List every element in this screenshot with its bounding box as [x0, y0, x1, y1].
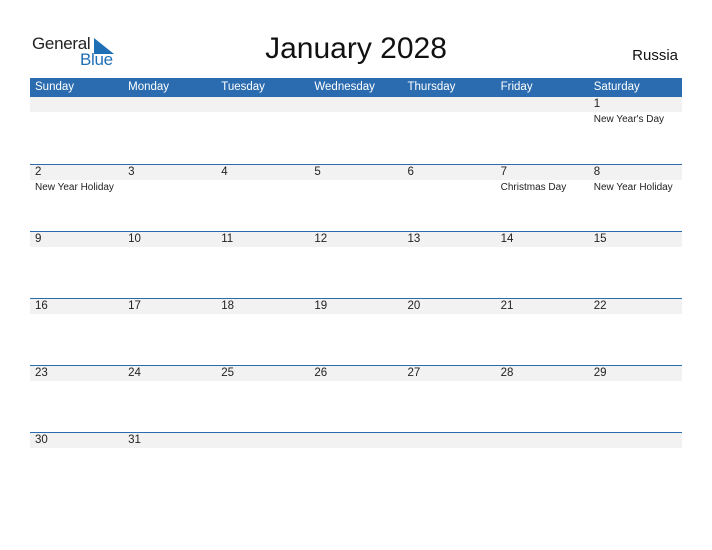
day-number: 17 [123, 299, 216, 314]
day-number: 25 [216, 366, 309, 381]
calendar-day-cell [123, 165, 216, 231]
calendar-week-row [30, 432, 682, 499]
day-number: 30 [30, 433, 123, 448]
holiday-label: New Year Holiday [35, 182, 114, 193]
calendar-day-cell [496, 165, 589, 231]
day-number [30, 97, 123, 112]
day-number [216, 433, 309, 448]
calendar-day-cell [216, 232, 309, 298]
day-number: 20 [403, 299, 496, 314]
day-number: 28 [496, 366, 589, 381]
day-number [309, 97, 402, 112]
day-number: 24 [123, 366, 216, 381]
calendar-day-cell [123, 366, 216, 432]
calendar-day-cell [30, 299, 123, 365]
calendar-day-cell [589, 433, 682, 499]
day-number: 5 [309, 165, 402, 180]
calendar-day-cell [309, 299, 402, 365]
calendar-day-cell [123, 232, 216, 298]
calendar-day-cell [496, 433, 589, 499]
holiday-label: New Year Holiday [593, 182, 673, 193]
calendar-day-cell [589, 366, 682, 432]
day-number [403, 433, 496, 448]
calendar-day-cell [309, 97, 402, 164]
calendar-day-cell [30, 165, 123, 231]
calendar-day-cell [309, 232, 402, 298]
calendar-day-cell [123, 97, 216, 164]
day-number: 9 [30, 232, 123, 247]
calendar-day-cell [589, 232, 682, 298]
calendar-day-cell [216, 97, 309, 164]
calendar-title: January 2028 [265, 32, 447, 65]
calendar-day-cell [309, 366, 402, 432]
day-number [496, 433, 589, 448]
day-number [589, 433, 682, 448]
day-number: 16 [30, 299, 123, 314]
weekday-monday: Monday [128, 81, 170, 93]
calendar-day-cell [216, 433, 309, 499]
calendar-week-row [30, 164, 682, 231]
weeks-container [30, 97, 682, 499]
day-number: 22 [589, 299, 682, 314]
day-number [496, 97, 589, 112]
day-number: 31 [123, 433, 216, 448]
calendar-day-cell [123, 299, 216, 365]
day-number: 26 [309, 366, 402, 381]
calendar-day-cell [216, 165, 309, 231]
day-number: 27 [403, 366, 496, 381]
calendar-day-cell [589, 299, 682, 365]
calendar-week-row [30, 298, 682, 365]
day-number: 23 [30, 366, 123, 381]
calendar-day-cell [309, 433, 402, 499]
calendar-day-cell [496, 232, 589, 298]
day-number: 4 [216, 165, 309, 180]
day-number: 15 [589, 232, 682, 247]
calendar-grid [30, 78, 682, 499]
holiday-label: Christmas Day [500, 182, 567, 193]
calendar-day-cell [30, 97, 123, 164]
day-number: 12 [309, 232, 402, 247]
calendar-day-cell [216, 366, 309, 432]
weekday-friday: Friday [500, 81, 533, 93]
calendar-week-row [30, 365, 682, 432]
logo-text-general: General [32, 34, 91, 53]
day-number: 7 [496, 165, 589, 180]
calendar-day-cell [403, 299, 496, 365]
calendar-week-row [30, 97, 682, 164]
day-number: 1 [589, 97, 682, 112]
day-number: 11 [216, 232, 309, 247]
day-number: 14 [496, 232, 589, 247]
calendar-day-cell [216, 299, 309, 365]
day-number: 18 [216, 299, 309, 314]
calendar-day-cell [403, 165, 496, 231]
weekday-header [30, 78, 682, 97]
weekday-saturday: Saturday [593, 81, 640, 93]
day-number [123, 97, 216, 112]
calendar-day-cell [496, 299, 589, 365]
logo-text-blue: Blue [80, 50, 113, 69]
day-number [403, 97, 496, 112]
day-number: 21 [496, 299, 589, 314]
day-number [216, 97, 309, 112]
calendar-day-cell [496, 366, 589, 432]
holiday-label: New Year's Day [593, 114, 665, 125]
day-number: 19 [309, 299, 402, 314]
weekday-thursday: Thursday [407, 81, 456, 93]
calendar-day-cell [496, 97, 589, 164]
calendar-day-cell [403, 232, 496, 298]
day-number: 13 [403, 232, 496, 247]
day-number: 2 [30, 165, 123, 180]
day-number: 8 [589, 165, 682, 180]
day-number: 3 [123, 165, 216, 180]
calendar-day-cell [30, 366, 123, 432]
day-number [309, 433, 402, 448]
calendar-day-cell [30, 232, 123, 298]
calendar-day-cell [309, 165, 402, 231]
weekday-wednesday: Wednesday [314, 81, 375, 93]
calendar-week-row [30, 231, 682, 298]
calendar-day-cell [589, 97, 682, 164]
day-number: 6 [403, 165, 496, 180]
calendar-day-cell [123, 433, 216, 499]
day-number: 10 [123, 232, 216, 247]
calendar-day-cell [403, 433, 496, 499]
weekday-sunday: Sunday [35, 81, 75, 93]
day-number: 29 [589, 366, 682, 381]
country-label: Russia [632, 47, 678, 64]
calendar-day-cell [403, 366, 496, 432]
calendar-day-cell [30, 433, 123, 499]
calendar-day-cell [589, 165, 682, 231]
calendar-day-cell [403, 97, 496, 164]
weekday-tuesday: Tuesday [221, 81, 265, 93]
